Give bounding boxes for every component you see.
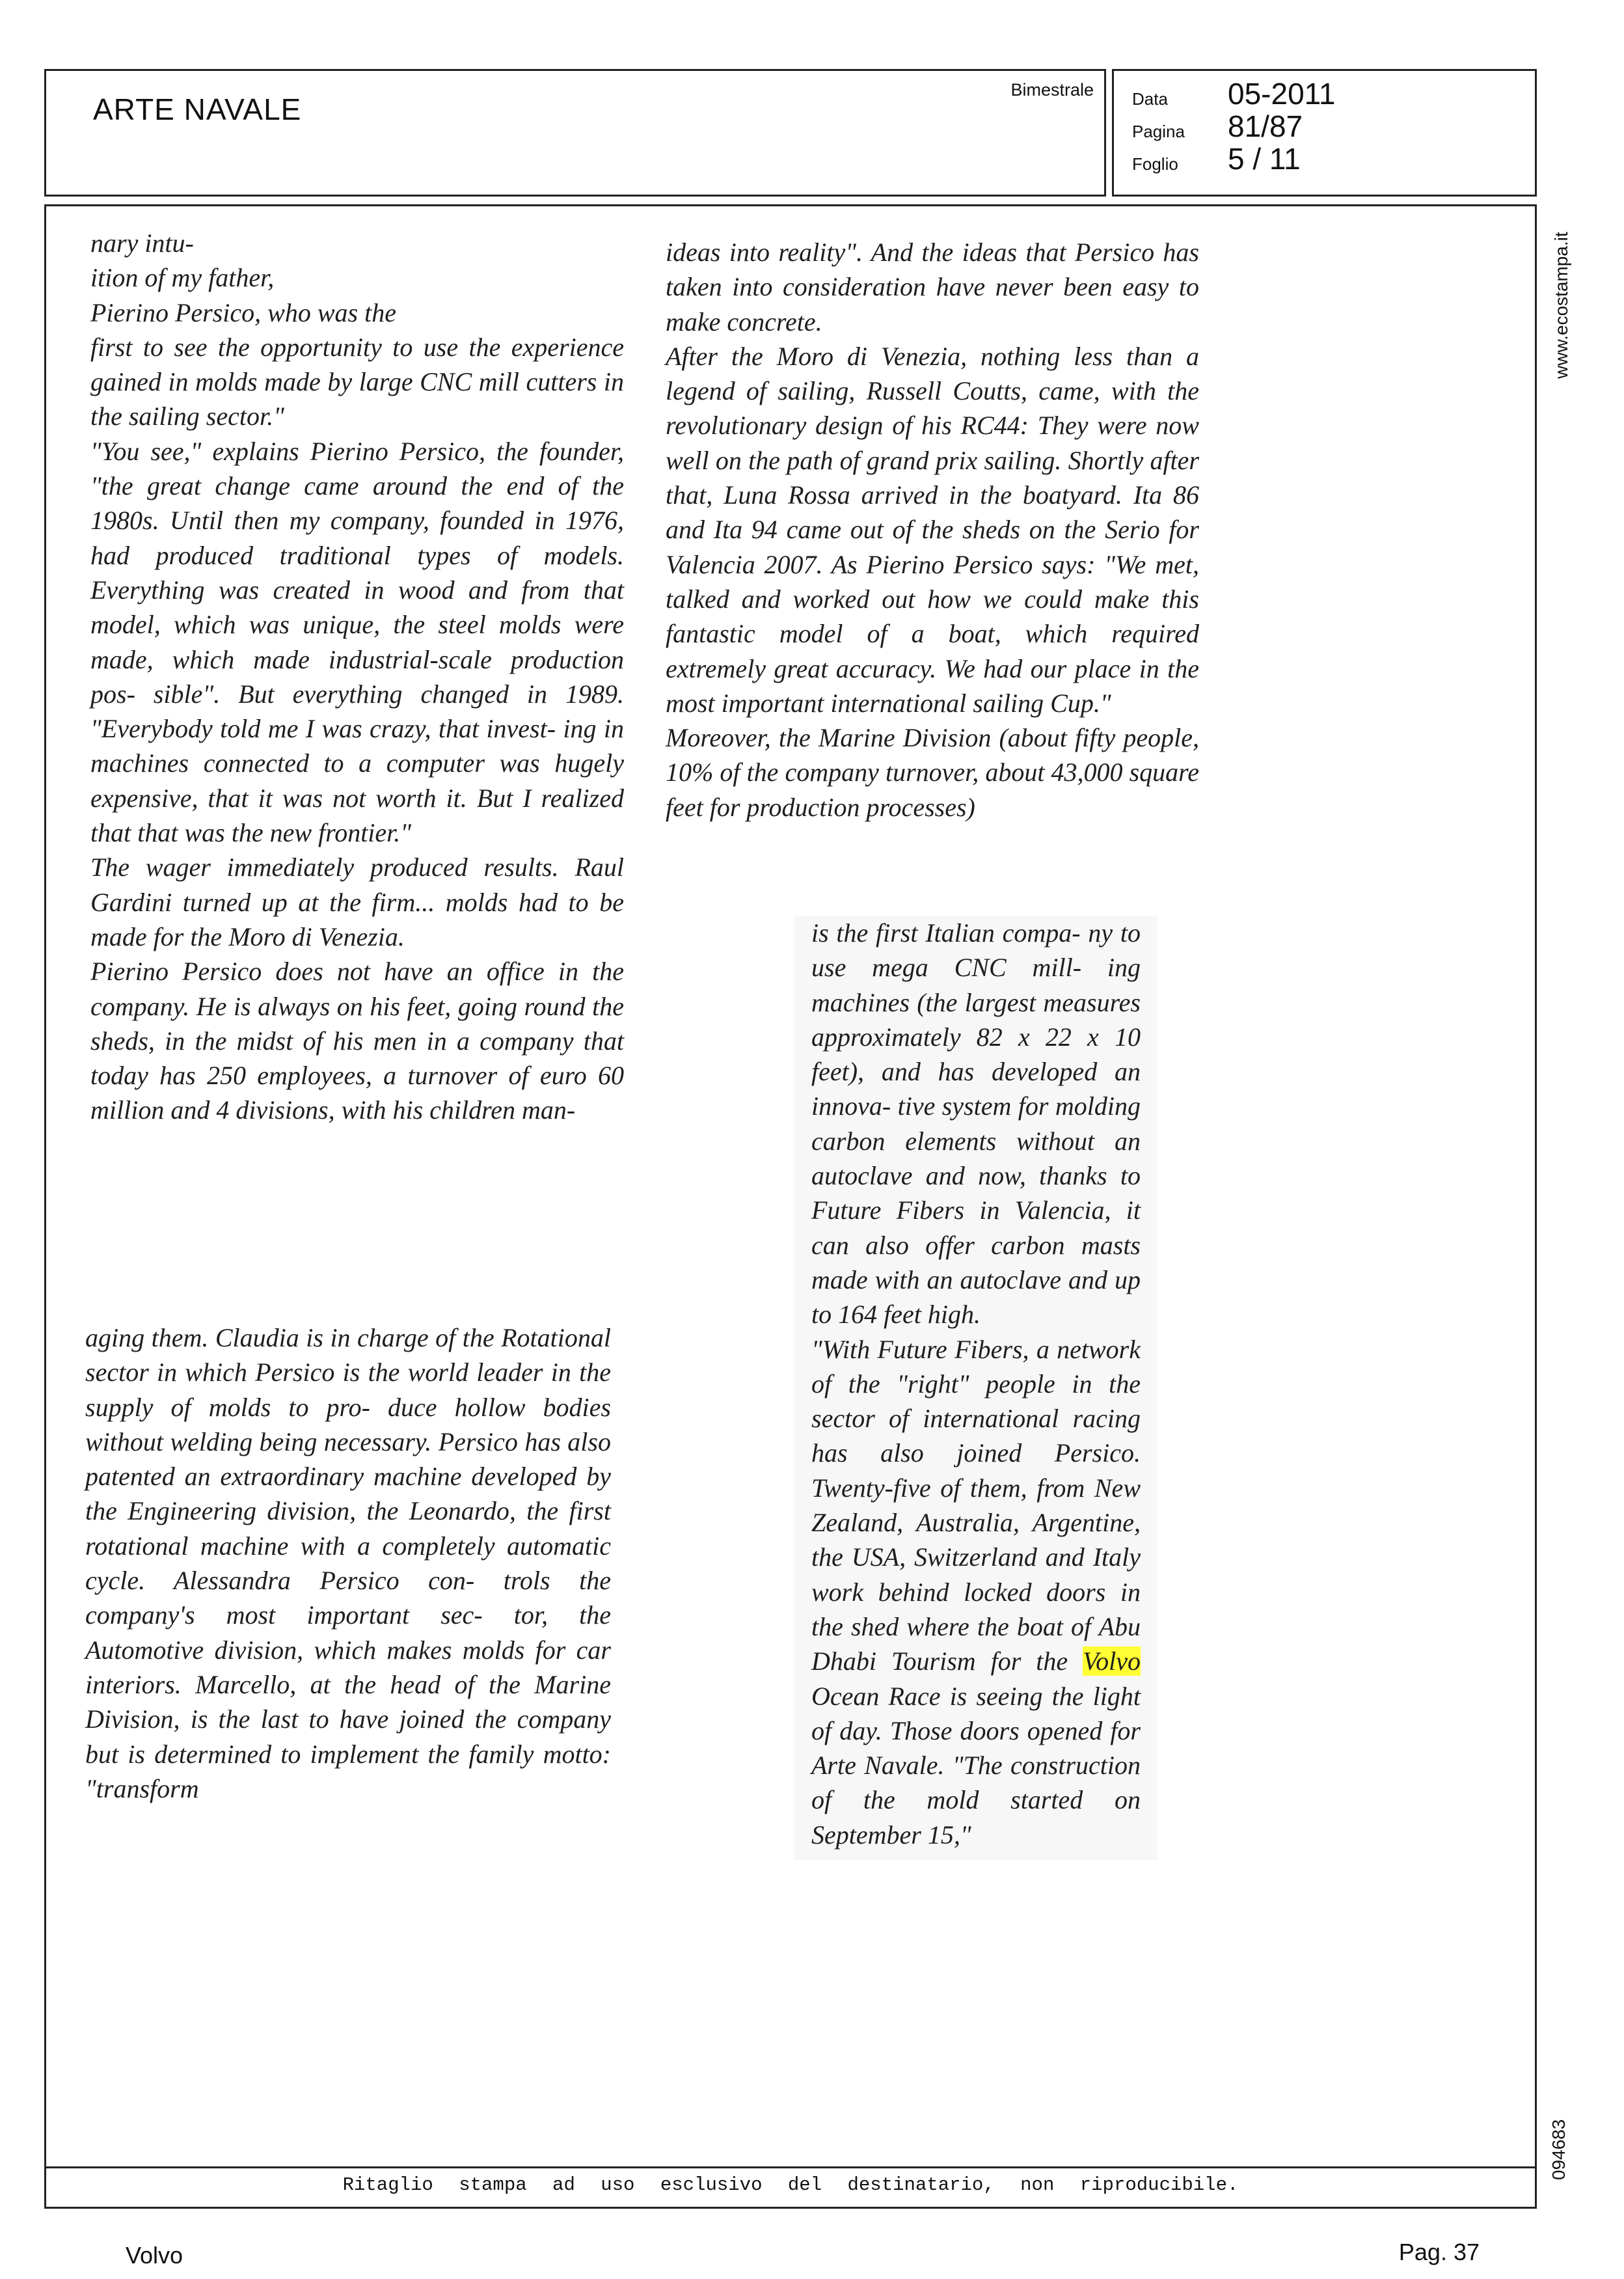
article-clipping (44, 204, 1537, 2209)
clipping-code-vertical: 094683 (1549, 2119, 1569, 2180)
paragraph: Pierino Persico does not have an office in the company. He is always on his feet, going round the sheds, in the midst of his men in a company that today has 250 employees, a turnover of euro 60 million and 4 divisions, with his children man- (90, 957, 624, 1125)
date-value: 05-2011 (1228, 77, 1336, 111)
paragraph: Pierino Persico, who was the (90, 297, 396, 327)
paragraph: first to see the opportunity to use the experience gained in molds made by large CNC mill cutters in the sailing sector." (90, 332, 624, 431)
keyword-footer: Volvo (126, 2242, 183, 2269)
paragraph: is the first Italian compa- ny to use mega CNC mill- ing machines (the largest measures approximately 82 x 22 x 10 feet), and has developed an innova- tive system for molding carbon elements without an autoclave and now, thanks to Future Fibers in Valencia, it can also offer carbon masts made with an autoclave and up to 164 feet high. (811, 918, 1141, 1330)
keyword-highlight: Volvo (1083, 1646, 1141, 1676)
disclaimer-text: Ritaglio stampa ad uso esclusivo del destinatario, non riproducibile. (342, 2174, 1239, 2196)
paragraph: "You see," explains Pierino Persico, the founder, "the great change came around the end of the 1980s. Until then my company, founded in 1976, had produced traditional types of models. Everything was created in wood and from that model, which was unique, the steel molds were made, which made industrial-scale production pos- sible". But everything changed in 1989. "Everybody told me I was crazy, that invest- ing in machines connected to a computer was hugely expensive, that it was not worth it. But I realized that that was the new frontier." (90, 436, 624, 848)
sheet-label: Foglio (1132, 154, 1178, 174)
page-number: Pag. 37 (1398, 2239, 1480, 2265)
text-run: "With Future Fibers, a network of the "right" people in the sector of international racing has also joined Persico. Twenty-five of them, from New Zealand, Australia, Argentine, the USA, Switzerland and Italy work behind locked doors in the shed where the boat of Abu Dhabi Tourism for the (811, 1334, 1141, 1676)
sheet-value: 5 / 11 (1228, 142, 1301, 176)
website-vertical: www.ecostampa.it (1551, 232, 1571, 379)
column-1-lower (85, 1320, 611, 1806)
publication-title: ARTE NAVALE (93, 92, 302, 126)
paragraph: ition of my father, (90, 263, 275, 293)
paragraph: Moreover, the Marine Division (about fifty people, 10% of the company turnover, about 43,000 square feet for production processes) (666, 723, 1199, 822)
date-label: Data (1132, 89, 1168, 109)
metadata-box (1112, 69, 1537, 197)
paragraph: aging them. Claudia is in charge of the Rotational sector in which Persico is the world leader in the supply of molds to pro- duce hollow bodies without welding being necessary. Persico has also patented an extraordinary machine developed by the Engineering division, the Leonardo, the first rotational machine with a completely automatic cycle. Alessandra Persico con- trols the company's most important sec- tor, the Automotive division, which makes molds for car interiors. Marcello, at the head of the Marine Division, is the last to have joined the company but is determined to implement the family motto: "transform (85, 1323, 611, 1803)
header-box (44, 69, 1106, 197)
page-label: Pagina (1132, 122, 1185, 141)
frequency-label: Bimestrale (1010, 80, 1094, 100)
column-2-lower (794, 916, 1157, 1860)
footer-divider (46, 2166, 1535, 2168)
paragraph: ideas into reality". And the ideas that Persico has taken into consideration have never been easy to make concrete. (666, 238, 1199, 336)
page-value: 81/87 (1228, 109, 1303, 143)
column-1-upper (90, 226, 624, 1128)
paragraph (811, 1332, 1141, 1852)
paragraph: After the Moro di Venezia, nothing less than a legend of sailing, Russell Coutts, came, with the revolutionary design of his RC44: They were now well on the path of grand prix sailing. Shortly after that, Luna Rossa arrived in the boatyard. Ita 86 and Ita 94 came out of the sheds on the Serio for Valencia 2007. As Pierino Persico says: "We met, talked and worked out how we could make this fantastic model of a boat, which required extremely great accuracy. We had our place in the most important international sailing Cup." (666, 341, 1199, 718)
column-2-upper (666, 235, 1199, 825)
paragraph: The wager immediately produced results. Raul Gardini turned up at the firm... molds had to be made for the Moro di Venezia. (90, 853, 624, 951)
paragraph: nary intu- (90, 228, 194, 258)
text-run: Ocean Race is seeing the light of day. Those doors opened for Arte Navale. "The construction of the mold started on September 15," (811, 1681, 1141, 1849)
